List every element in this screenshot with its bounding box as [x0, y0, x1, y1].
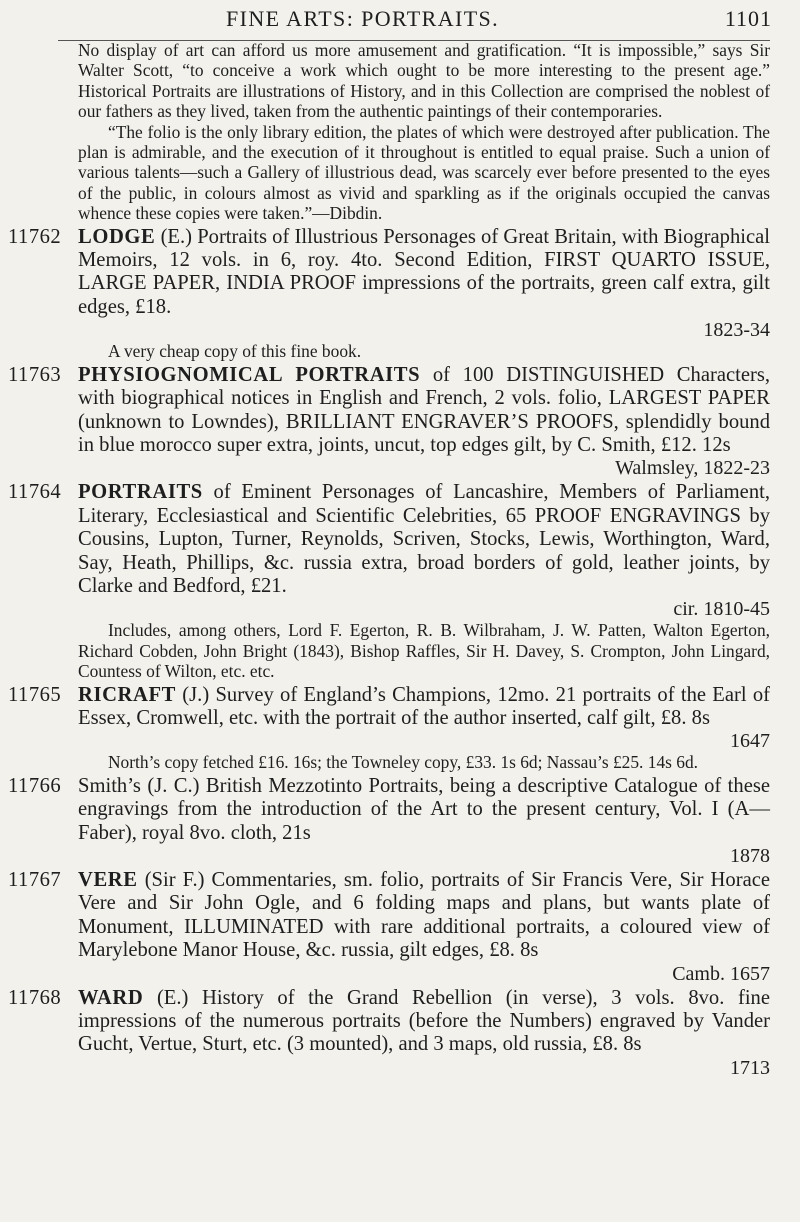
entry-text: (E.) History of the Grand Rebellion (in verse), 3 vols. 8vo. fine impressions of the numerous portraits (before the Numbers) engraved by Vander Gucht, Vertue, Sturt, etc. (3 mounted), and 3 maps, old russia, £8. 8s: [78, 986, 770, 1056]
page-header: [0, 4, 800, 40]
catalogue-entry: [0, 364, 800, 480]
entry-date: Walmsley, 1822-23: [615, 457, 770, 480]
lot-number: 11763: [8, 363, 62, 386]
catalogue-entry: [0, 775, 800, 867]
page-number: 1101: [724, 6, 772, 31]
catalogue-entry: [0, 987, 800, 1079]
running-title: FINE ARTS: PORTRAITS.: [226, 6, 500, 31]
lot-number: 11764: [8, 481, 62, 504]
entry-date: 1823-34: [703, 319, 770, 342]
entry-headword: RICRAFT: [78, 683, 177, 706]
catalogue-entry: [0, 684, 800, 773]
entry-date: Camb. 1657: [672, 962, 770, 985]
lot-number: 11765: [8, 683, 62, 706]
catalogue-entry: [0, 226, 800, 362]
entry-date: 1878: [730, 845, 770, 867]
entry-text: Smith’s (J. C.) British Mezzotinto Portraits, being a descriptive Catalogue of these engravings from the introduction of the Art to the present century, Vol. I (A—Faber), royal 8vo. cloth, 21s: [78, 774, 770, 844]
lot-number: 11762: [8, 225, 62, 248]
entry-description: [78, 364, 770, 458]
entry-text: (E.) Portraits of Illustrious Personages of Great Britain, with Biographical Memoirs, 12 vols. in 6, roy. 4to. Second Edition, FIRST QUARTO ISSUE, LARGE PAPER, INDIA PROOF impressions of the portraits, green calf extra, gilt edges, £18.: [78, 225, 770, 318]
lot-number: 11766: [8, 774, 62, 797]
dibdin-quote: “The folio is the only library edition, the plates of which were destroyed after publication. The plan is admirable, and the execution of it throughout is entitled to equal praise. Such a union of various talents—such a Gallery of illustrious dead, was scarcely ever before presented to the eyes of the public, in colours almost as vivid and sparkling as if the originals occupied the canvas whence these copies were taken.”—Dibdin.: [78, 121, 770, 224]
entry-headword: PORTRAITS: [78, 481, 203, 504]
entry-description: [78, 684, 770, 731]
entry-note: North’s copy fetched £16. 16s; the Towneley copy, £33. 1s 6d; Nassau’s £25. 14s 6d.: [108, 752, 698, 773]
entry-note: A very cheap copy of this fine book.: [108, 341, 362, 362]
entry-text: (Sir F.) Commentaries, sm. folio, portraits of Sir Francis Vere, Sir Horace Vere and Sir John Ogle, and 6 folding maps and plans, but wants plate of Monument, ILLUMINATED with rare additional portraits, a coloured view of Marylebone Manor House, &c. russia, gilt edges, £8. 8s: [78, 869, 770, 962]
entry-headword: LODGE: [78, 225, 156, 248]
entry-date: 1647: [730, 730, 770, 753]
entry-headword: VERE: [78, 869, 138, 891]
entry-description: [78, 775, 770, 845]
entry-description: [78, 869, 770, 963]
lot-number: 11767: [8, 869, 62, 891]
entry-text: of 100 DISTINGUISHED Characters, with biographical notices in English and French, 2 vols. folio, LARGEST PAPER (unknown to Lowndes), BRILLIANT ENGRAVER’S PROOFS, splendidly bound in blue morocco super extra, joints, uncut, top edges gilt, by C. Smith, £12. 12s: [78, 363, 770, 456]
entry-headword: WARD: [78, 986, 144, 1009]
entry-text: (J.) Survey of England’s Champions, 12mo. 21 portraits of the Earl of Essex, Cromwell, etc. with the portrait of the author inserted, calf gilt, £8. 8s: [78, 683, 770, 729]
entry-description: [78, 226, 770, 320]
entry-date: cir. 1810-45: [673, 598, 770, 621]
page-body: [0, 40, 800, 1079]
entry-description: [78, 987, 770, 1057]
entry-headword: PHYSIOGNOMICAL PORTRAITS: [78, 363, 421, 386]
entry-description: [78, 481, 770, 598]
catalogue-entry: [0, 869, 800, 985]
entry-note: Includes, among others, Lord F. Egerton, R. B. Wilbraham, J. W. Patten, Walton Egerton, Richard Cobden, John Bright (1843), Bishop Raffles, Sir H. Davey, S. Crompton, John Lingard, Countess of Wilton, etc. etc.: [78, 620, 770, 682]
entry-date: 1713: [730, 1056, 770, 1079]
intro-paragraph: No display of art can afford us more amusement and gratification. “It is impossible,” says Sir Walter Scott, “to conceive a work which ought to be more interesting to the present age.” Historical Portraits are illustrations of History, and in this Collection are comprised the noblest of our fathers as they lived, taken from the authentic paintings of their contemporaries.: [78, 40, 770, 122]
lot-number: 11768: [8, 986, 62, 1009]
catalogue-entry: [0, 481, 800, 681]
entry-text: of Eminent Personages of Lancashire, Members of Parliament, Literary, Ecclesiastical and Scientific Celebrities, 65 PROOF ENGRAVINGS by Cousins, Lupton, Turner, Reynolds, Scriven, Stocks, Lewis, Worthington, Ward, Say, Heath, Phillips, &c. russia extra, broad borders of gold, leather joints, by Clarke and Bedford, £21.: [78, 481, 770, 597]
